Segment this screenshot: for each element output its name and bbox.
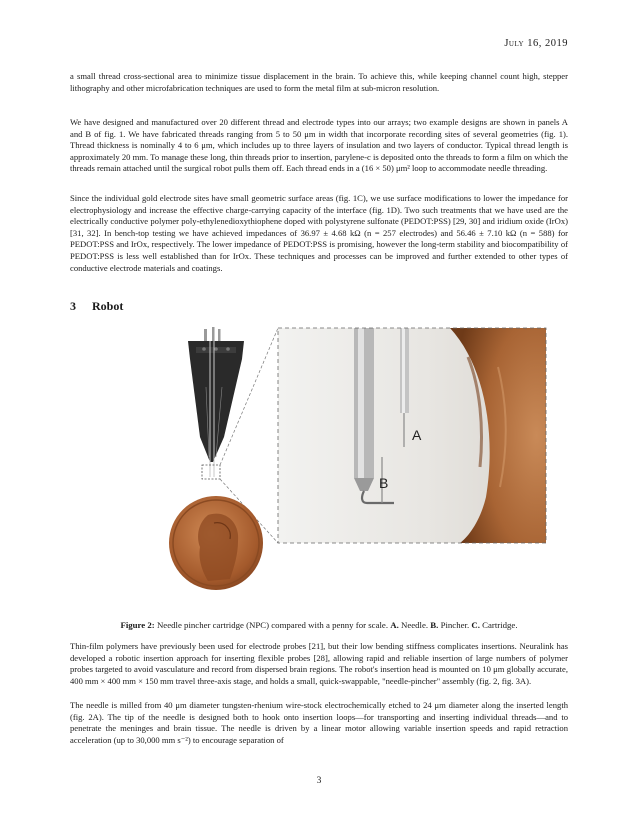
caption-b-text: Pincher. <box>438 620 472 630</box>
paragraph-text: Thin-film polymers have previously been used for electrode probes [21], but their low bending stiffness complicates insertions. Neuralink has developed a robotic insertion approach for inserting flexible probes [28], allowing rapid and reliable insertion of large numbers of polymer probes targeted to avoid vasculature and record from dispersed brain regions. The robot's insertion head is mounted on 10 μm globally accurate, 400 mm × 400 mm × 150 mm travel three-axis stage, and holds a small, quick-swappable, "needle-pincher" assembly (fig. 2, fig. 3A). <box>70 641 568 686</box>
body-paragraph-3 <box>70 193 568 274</box>
running-header-date: July 16, 2019 <box>504 38 568 49</box>
section-heading <box>70 299 123 314</box>
body-paragraph-5 <box>70 700 568 746</box>
paragraph-text: a small thread cross-sectional area to minimize tissue displacement in the brain. To achieve this, while keeping channel count high, stepper lithography and other microfabrication techniques are used to form the metal film at sub-micron resolution. <box>70 71 568 93</box>
caption-label: Figure 2: <box>120 620 155 630</box>
paragraph-text: Since the individual gold electrode sites have small geometric surface areas (fig. 1C), we use surface modifications to lower the impedance for electrophysiology and increase the effective charge-carrying capacity of the interface (fig. 1D). Two such treatments that we have used are the electrically conductive polymer poly-ethylenedioxythiophene doped with polystyrene sulfonate (PEDOT:PSS) [29, 30] and iridium oxide (IrOx) [31, 32]. In bench-top testing we have achieved impedances of 36.97 ± 4.68 kΩ (n = 257 electrodes) and 56.46 ± 7.10 kΩ (n = 588) for PEDOT:PSS and IrOx, respectively. The lower impedance of PEDOT:PSS is promising, however the long-term stability and biocompatibility of PEDOT:PSS is less well established than for IrOx. These techniques and processes can be improved and further extended to other types of conductive electrode materials and coatings. <box>70 193 568 273</box>
label-a: A <box>412 427 422 443</box>
figure-2 <box>168 327 548 590</box>
penny-illustration <box>169 496 263 590</box>
caption-a-label: A. <box>390 620 399 630</box>
section-number: 3 <box>70 299 76 313</box>
cartridge-illustration <box>188 327 244 477</box>
figure-caption <box>70 620 568 630</box>
section-title: Robot <box>92 299 124 313</box>
figure-illustration <box>168 327 548 590</box>
zoom-region-box <box>202 465 220 479</box>
paragraph-text: We have designed and manufactured over 20 different thread and electrode types into our arrays; two example designs are shown in panels A and B of fig. 1. We have fabricated threads ranging from 5 to 50 μm in width that incorporate recording sites of several geometries (fig. 1). Thread thickness is nominally 4 to 6 μm, which includes up to three layers of insulation and two layers of conductor. Typical thread length is approximately 20 mm. To manage these long, thin threads prior to insertion, parylene-c is deposited onto the threads to form a film on which the threads remain attached until the surgical robot pulls them off. Each thread ends in a (16 × 50) μm² loop to accommodate needle threading. <box>70 117 568 174</box>
label-c: C <box>174 378 187 397</box>
label-b: B <box>379 475 389 491</box>
body-paragraph-2 <box>70 117 568 175</box>
caption-c-text: Cartridge. <box>479 620 518 630</box>
body-paragraph-1 <box>70 71 568 94</box>
caption-a-text: Needle. <box>398 620 431 630</box>
caption-b-label: B. <box>430 620 439 630</box>
page-number: 3 <box>316 776 322 786</box>
body-paragraph-4 <box>70 641 568 687</box>
caption-c-label: C. <box>471 620 480 630</box>
caption-text: Needle pincher cartridge (NPC) compared with a penny for scale. <box>154 620 391 630</box>
paragraph-text: The needle is milled from 40 μm diameter tungsten-rhenium wire-stock electrochemically etched to 24 μm diameter along the inserted length (fig. 2A). The tip of the needle is designed both to hook onto insertion loops—for transporting and inserting individual threads—and to penetrate the meninges and brain tissue. The needle is driven by a linear motor allowing variable insertion speeds and rapid retraction acceleration (up to 30,000 mm s⁻²) to encourage separation of <box>70 700 568 745</box>
